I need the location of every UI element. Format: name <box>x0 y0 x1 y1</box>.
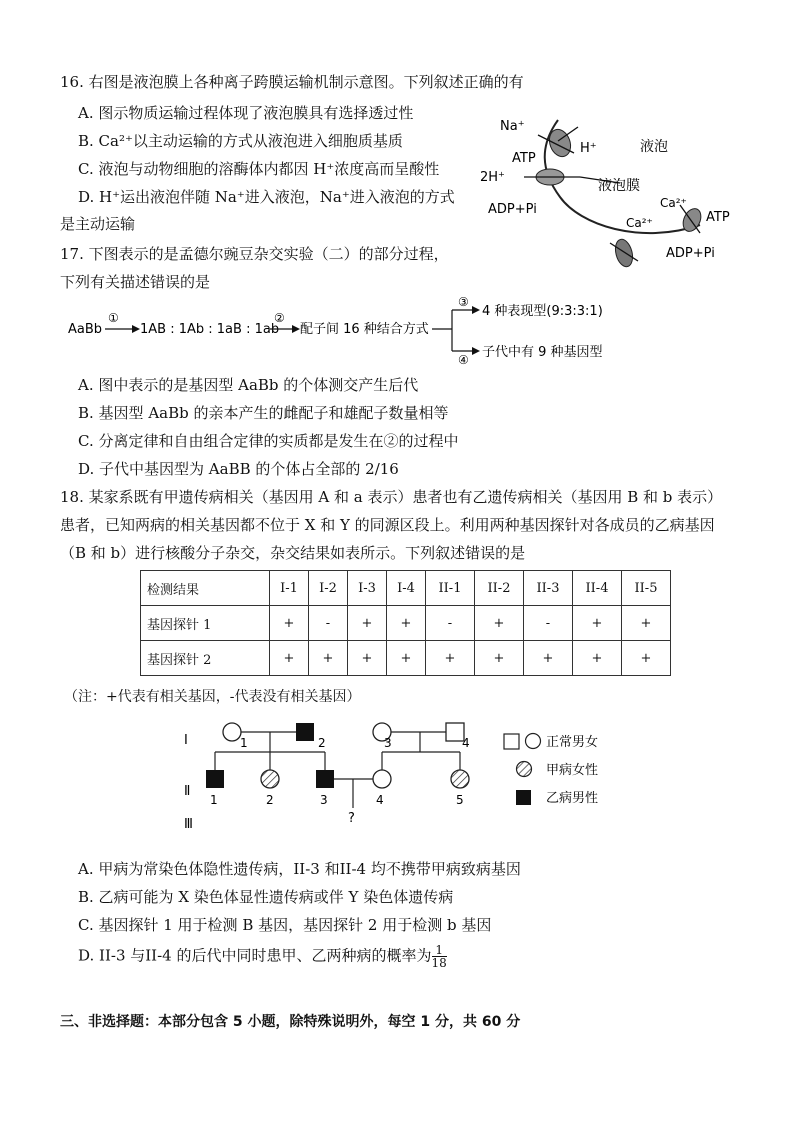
legend-disease-a: 甲病女性 <box>546 763 599 778</box>
col-header: I-3 <box>348 571 387 606</box>
flow-step-3: ③ <box>458 296 469 309</box>
offspring-unknown: ? <box>348 811 355 826</box>
table-cell: - <box>309 606 348 641</box>
q16-option-a: A. 图示物质运输过程体现了液泡膜具有选择透过性 <box>78 104 414 122</box>
col-header: II-4 <box>573 571 622 606</box>
gen-label-2: Ⅱ <box>184 784 191 799</box>
pedigree-chart <box>170 712 630 837</box>
label-I-2: 2 <box>318 736 326 750</box>
table-cell: + <box>573 606 622 641</box>
flow-step-2: ② <box>274 311 285 325</box>
table-cell: + <box>524 641 573 676</box>
table-cell: + <box>309 641 348 676</box>
table-cell: + <box>270 641 309 676</box>
flow-start: AaBb <box>68 322 103 337</box>
q18-option-d-text: D. II-3 与II-4 的后代中同时患甲、乙两种病的概率为 <box>78 946 432 965</box>
table-note: （注：+代表有相关基因，-代表没有相关基因） <box>64 689 361 705</box>
q17-option-c: C. 分离定律和自由组合定律的实质都是发生在②的过程中 <box>78 432 459 450</box>
label-I-1: 1 <box>240 736 248 750</box>
table-cell: + <box>573 641 622 676</box>
mendel-flow-diagram <box>60 296 650 366</box>
legend-disease-a-icon <box>517 762 532 777</box>
label-adp-1: ADP+Pi <box>488 202 537 217</box>
table-cell: + <box>475 606 524 641</box>
probe-result-table <box>140 570 671 676</box>
col-header: I-4 <box>387 571 426 606</box>
label-II-3: 3 <box>320 793 328 807</box>
label-h: H⁺ <box>580 141 597 156</box>
vacuole-transport-diagram <box>470 105 760 280</box>
label-II-1: 1 <box>210 793 218 807</box>
table-row <box>141 606 671 641</box>
table-cell: + <box>348 641 387 676</box>
flow-gametes: 1AB : 1Ab : 1aB : 1ab <box>140 322 280 337</box>
q18-option-d <box>78 944 447 969</box>
table-cell: + <box>622 641 671 676</box>
q18-stem-line2: 患者，已知两病的相关基因都不位于 X 和 Y 的同源区段上。利用两种基因探针对各成员的乙病基因 <box>60 516 715 534</box>
member-II-2 <box>261 770 279 788</box>
q17-option-b: B. 基因型 AaBb 的亲本产生的雌配子和雄配子数量相等 <box>78 404 449 422</box>
q18-option-b: B. 乙病可能为 X 染色体显性遗传病或伴 Y 染色体遗传病 <box>78 888 454 906</box>
table-cell: - <box>426 606 475 641</box>
legend-normal-female-icon <box>526 734 541 749</box>
label-ca-2: Ca²⁺ <box>626 216 653 230</box>
gen-label-1: Ⅰ <box>184 733 188 748</box>
q17-option-a: A. 图中表示的是基因型 AaBb 的个体测交产生后代 <box>78 376 419 394</box>
label-2h: 2H⁺ <box>480 170 505 185</box>
row-label: 基因探针 2 <box>141 641 270 676</box>
flow-out-4: 子代中有 9 种基因型 <box>482 345 603 360</box>
table-row <box>141 641 671 676</box>
probability-fraction <box>432 944 447 969</box>
table-cell: + <box>270 606 309 641</box>
q18-stem-line1: 18. 某家系既有甲遗传病相关（基因用 A 和 a 表示）患者也有乙遗传病相关（基因用 B 和 b 表示） <box>60 488 723 506</box>
label-II-5: 5 <box>456 793 464 807</box>
ca-channel <box>613 237 636 268</box>
fraction-numerator: 1 <box>432 944 447 957</box>
label-atp-2: ATP <box>706 210 730 225</box>
col-header: I-2 <box>309 571 348 606</box>
label-vacuole: 液泡 <box>640 139 668 155</box>
member-I-2 <box>296 723 314 741</box>
legend-normal: 正常男女 <box>546 735 599 750</box>
q16-option-d-cont: 是主动运输 <box>60 215 136 233</box>
table-cell: + <box>387 641 426 676</box>
q18-option-a: A. 甲病为常染色体隐性遗传病，II-3 和II-4 均不携带甲病致病基因 <box>78 860 521 878</box>
fraction-denominator: 18 <box>431 956 447 970</box>
col-header: II-3 <box>524 571 573 606</box>
flow-step-1: ① <box>108 311 119 325</box>
table-header-row <box>141 571 671 606</box>
flow-out-3: 4 种表现型(9:3:3:1) <box>482 304 603 319</box>
q18-stem-line3: （B 和 b）进行核酸分子杂交，杂交结果如表所示。下列叙述错误的是 <box>60 544 526 562</box>
table-cell: + <box>622 606 671 641</box>
q16-option-c: C. 液泡与动物细胞的溶酶体内都因 H⁺浓度高而呈酸性 <box>78 160 440 178</box>
member-II-3 <box>316 770 334 788</box>
label-I-4: 4 <box>462 736 470 750</box>
table-corner: 检测结果 <box>141 571 270 606</box>
section-3-heading: 三、非选择题：本部分包含 5 小题，除特殊说明外，每空 1 分，共 60 分 <box>60 1014 521 1030</box>
q16-option-d: D. H⁺运出液泡伴随 Na⁺进入液泡，Na⁺进入液泡的方式 <box>78 188 455 206</box>
label-ca-1: Ca²⁺ <box>660 196 687 210</box>
member-II-5 <box>451 770 469 788</box>
label-II-2: 2 <box>266 793 274 807</box>
row-label: 基因探针 1 <box>141 606 270 641</box>
q17-option-d: D. 子代中基因型为 AaBB 的个体占全部的 2/16 <box>78 460 399 478</box>
legend-disease-b-icon <box>516 790 531 805</box>
col-header: I-1 <box>270 571 309 606</box>
table-cell: + <box>348 606 387 641</box>
q17-stem-line1: 17. 下图表示的是孟德尔豌豆杂交实验（二）的部分过程， <box>60 245 449 263</box>
member-II-1 <box>206 770 224 788</box>
col-header: II-2 <box>475 571 524 606</box>
legend-normal-male-icon <box>504 734 519 749</box>
col-header: II-5 <box>622 571 671 606</box>
q16-option-b: B. Ca²⁺以主动运输的方式从液泡进入细胞质基质 <box>78 132 403 150</box>
label-II-4: 4 <box>376 793 384 807</box>
table-cell: - <box>524 606 573 641</box>
label-membrane: 液泡膜 <box>598 178 640 194</box>
flow-step-4: ④ <box>458 353 469 366</box>
gen-label-3: Ⅲ <box>184 817 193 832</box>
label-adp-2: ADP+Pi <box>666 246 715 261</box>
table-cell: + <box>426 641 475 676</box>
member-II-4 <box>373 770 391 788</box>
q18-option-c: C. 基因探针 1 用于检测 B 基因，基因探针 2 用于检测 b 基因 <box>78 916 492 934</box>
q17-stem-line2: 下列有关描述错误的是 <box>60 273 211 291</box>
member-I-1 <box>223 723 241 741</box>
label-na: Na⁺ <box>500 119 525 134</box>
label-I-3: 3 <box>384 736 392 750</box>
label-atp-1: ATP <box>512 151 536 166</box>
col-header: II-1 <box>426 571 475 606</box>
table-cell: + <box>387 606 426 641</box>
q16-stem: 16. 右图是液泡膜上各种离子跨膜运输机制示意图。下列叙述正确的有 <box>60 73 524 91</box>
table-cell: + <box>475 641 524 676</box>
flow-combos: 配子间 16 种结合方式 <box>300 322 429 337</box>
legend-disease-b: 乙病男性 <box>546 791 599 806</box>
